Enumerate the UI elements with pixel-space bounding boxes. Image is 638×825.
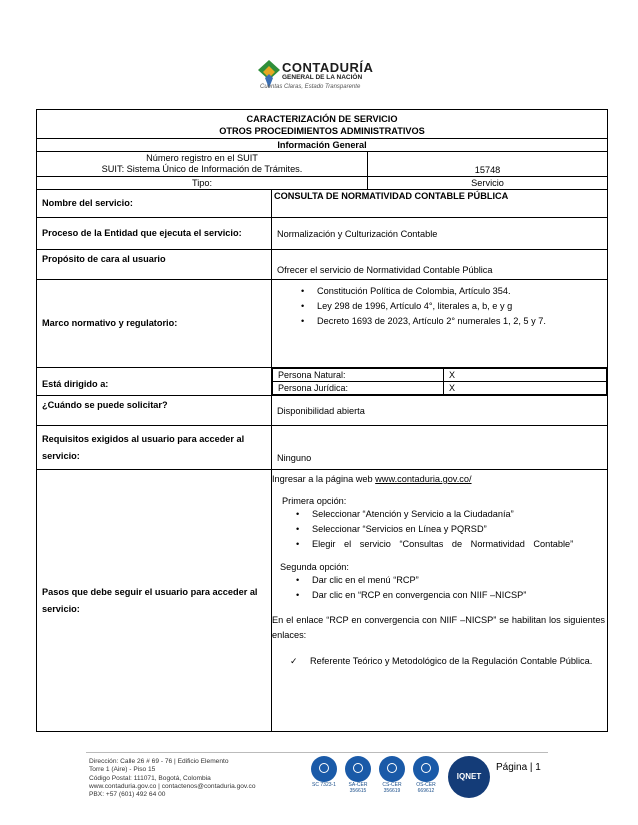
suit-row xyxy=(37,152,608,177)
suit-value: 15748 xyxy=(368,152,608,177)
org-name: CONTADURÍA xyxy=(282,60,374,75)
org-tagline: Cuentas Claras, Estado Transparente xyxy=(260,84,361,90)
proceso-row xyxy=(37,218,608,250)
marco-label: Marco normativo y regulatorio: xyxy=(37,280,272,368)
title-row xyxy=(37,110,608,139)
marco-item: • Decreto 1693 de 2023, Artículo 2° numerales 1, 2, 5 y 7. xyxy=(317,314,602,329)
proceso-value: Normalización y Culturización Contable xyxy=(272,218,608,250)
links-list xyxy=(272,653,605,669)
pasos-note: En el enlace “RCP en convergencia con NIIF –NICSP” se habilitan los siguientes enlaces: xyxy=(272,615,606,640)
cuando-row xyxy=(37,396,608,426)
proposito-row xyxy=(37,250,608,280)
footer-address xyxy=(89,758,256,799)
icontec-seal-icon xyxy=(413,756,439,782)
links-item: ✓ Referente Teórico y Metodológico de la Regulación Contable Pública. xyxy=(310,653,605,669)
option-row xyxy=(273,382,607,395)
dirigido-label: Está dirigido a: xyxy=(37,368,272,396)
icontec-seal-icon xyxy=(345,756,371,782)
tipo-row xyxy=(37,177,608,190)
requisitos-value: Ninguno xyxy=(272,426,608,470)
requisitos-row xyxy=(37,426,608,470)
tipo-label: Tipo: xyxy=(37,177,368,190)
icontec-cert-badge: SC 7323-1 xyxy=(310,756,338,789)
service-table xyxy=(36,109,608,732)
proposito-value: Ofrecer el servicio de Normatividad Contable Pública xyxy=(272,250,608,280)
option1-title: Primera opción: xyxy=(282,496,347,506)
marco-item: • Ley 298 de 1996, Artículo 4°, literales a, b, e y g xyxy=(317,299,602,314)
dirigido-options xyxy=(272,368,607,395)
iqnet-logo: IQNET xyxy=(448,756,490,798)
option2-list xyxy=(272,573,605,603)
pasos-intro: Ingresar a la página web xyxy=(272,474,376,484)
address-line: Código Postal: 111071, Bogotá, Colombia xyxy=(89,774,211,782)
icontec-cert-badge: OS-CER 669612 xyxy=(412,756,440,794)
org-subtitle: GENERAL DE LA NACIÓN xyxy=(282,74,363,81)
doc-title-line1: CARACTERIZACIÓN DE SERVICIO xyxy=(246,114,398,124)
marco-row xyxy=(37,280,608,368)
option-name: Persona Natural: xyxy=(273,369,444,382)
suit-label-line1: Número registro en el SUIT xyxy=(146,153,258,163)
icontec-cert-badge: CS-CER 356619 xyxy=(378,756,406,794)
marco-list xyxy=(277,284,602,329)
suit-label-line2: SUIT: Sistema Único de Información de Trámites. xyxy=(101,164,303,174)
tipo-value: Servicio xyxy=(368,177,608,190)
option1-list xyxy=(272,507,605,552)
marco-item: • Constitución Política de Colombia, Artículo 354. xyxy=(317,284,602,299)
footer-divider xyxy=(86,752,548,753)
nombre-row xyxy=(37,190,608,218)
requisitos-label: Requisitos exigidos al usuario para acceder al servicio: xyxy=(37,426,272,470)
option2-item: • Dar clic en “RCP en convergencia con NIIF –NICSP” xyxy=(312,588,605,603)
doc-title-line2: OTROS PROCEDIMIENTOS ADMINISTRATIVOS xyxy=(219,126,425,136)
option1-item: • Elegir el servicio “Consultas de Normatividad Contable” xyxy=(312,537,597,552)
nombre-label: Nombre del servicio: xyxy=(37,190,272,218)
page-number: Página | 1 xyxy=(496,762,541,773)
option2-item: • Dar clic en el menú “RCP” xyxy=(312,573,605,588)
proceso-label: Proceso de la Entidad que ejecuta el servicio: xyxy=(37,218,272,250)
icontec-seal-icon xyxy=(379,756,405,782)
proposito-label: Propósito de cara al usuario xyxy=(37,250,272,280)
address-line: www.contaduria.gov.co | contactenos@contaduria.gov.co xyxy=(89,782,256,790)
website-link[interactable]: www.contaduria.gov.co/ xyxy=(375,474,472,484)
pasos-row xyxy=(37,470,608,732)
option-mark: X xyxy=(444,382,607,395)
pasos-label: Pasos que debe seguir el usuario para acceder al servicio: xyxy=(37,470,272,732)
header-logo xyxy=(258,58,383,94)
cuando-value: Disponibilidad abierta xyxy=(272,396,608,426)
cuando-label: ¿Cuándo se puede solicitar? xyxy=(37,396,272,426)
option-mark: X xyxy=(444,369,607,382)
option1-item: • Seleccionar “Servicios en Línea y PQRSD” xyxy=(312,522,597,537)
dirigido-row xyxy=(37,368,608,396)
nombre-value: CONSULTA DE NORMATIVIDAD CONTABLE PÚBLICA xyxy=(272,190,608,218)
icontec-cert-badge: SA-CER 356615 xyxy=(344,756,372,794)
option-row xyxy=(273,369,607,382)
certification-logos xyxy=(310,756,490,816)
address-line: Torre 1 (Aire) - Piso 15 xyxy=(89,766,156,774)
address-line: Dirección: Calle 26 # 69 - 76 | Edificio Elemento xyxy=(89,758,229,765)
icontec-seal-icon xyxy=(311,756,337,782)
option2-title: Segunda opción: xyxy=(280,562,349,572)
option1-item: • Seleccionar “Atención y Servicio a la Ciudadanía” xyxy=(312,507,597,522)
section-title: Información General xyxy=(37,139,608,152)
option-name: Persona Jurídica: xyxy=(273,382,444,395)
address-line: PBX: +57 (601) 492 64 00 xyxy=(89,791,166,799)
section-row xyxy=(37,139,608,152)
